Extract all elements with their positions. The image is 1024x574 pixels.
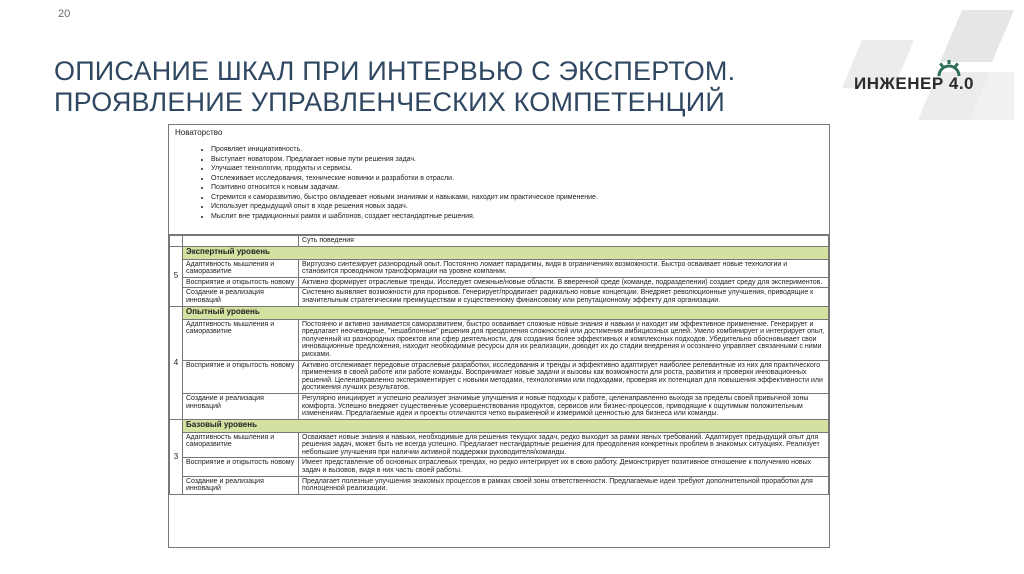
behavior-cell: Осваивает новые знания и навыки, необходимые для решения текущих задач, редко выходит за рамки явных требований. Адаптирует предыдущий опыт для решения задач, может быть не всегда успешно. Предлагает нестандартные решения для преодоления конкретных проблем в знакомых ситуациях. Реализует небольшие улучшения при наличии активной поддержки руководителя/команды. xyxy=(299,432,829,458)
level-header-row xyxy=(170,419,829,432)
table-row xyxy=(170,259,829,277)
table-row xyxy=(170,432,829,458)
competency-cell: Восприятие и открытость новому xyxy=(183,458,299,476)
level-name: Опытный уровень xyxy=(183,306,829,319)
behavior-cell: Активно формирует отраслевые тренды. Исследует смежные/новые области. В вверенной среде (команде, подразделении) создает среду для экспериментов. xyxy=(299,277,829,288)
table-row xyxy=(170,476,829,494)
gear-icon xyxy=(935,58,963,78)
slide-title-line-2: ПРОЯВЛЕНИЕ УПРАВЛЕНЧЕСКИХ КОМПЕТЕНЦИЙ xyxy=(54,87,725,117)
level-name: Базовый уровень xyxy=(183,419,829,432)
table-row xyxy=(170,277,829,288)
competency-intro xyxy=(169,125,829,235)
table-row xyxy=(170,393,829,419)
indicator-item: • Мыслит вне традиционных рамок и шаблонов, создает нестандартные решения. xyxy=(211,212,823,222)
levels-table xyxy=(169,235,829,495)
behavior-cell: Постоянно и активно занимается саморазвитием, быстро осваивает сложные новые знания и навыки и находит им эффективное применение. Генерирует и предлагает неочевидные, "нешаблонные" решения для преодоления сложностей или достижения амбициозных целей. Умело комбинирует и интегрирует опыт, полученный из разнородных проектов или сфер деятельности, для создания более эффективных и комплексных подходов. Убедительно обосновывает свои инновационные предложения, находит необходимые ресурсы для их реализации, доводит их до стадии внедрения и осознанно управляет связанными с ними рисками. xyxy=(299,319,829,360)
level-number: 5 xyxy=(170,246,183,306)
table-row xyxy=(170,288,829,306)
competency-cell: Адаптивность мышления и саморазвитие xyxy=(183,259,299,277)
logo-text: ИНЖЕНЕР 4.0 xyxy=(854,74,975,93)
competency-cell: Адаптивность мышления и саморазвитие xyxy=(183,432,299,458)
competency-title: Новаторство xyxy=(175,128,223,137)
slide-title-line-1: ОПИСАНИЕ ШКАЛ ПРИ ИНТЕРВЬЮ С ЭКСПЕРТОМ. xyxy=(54,56,736,86)
behavior-cell: Имеет представление об основных отраслевых трендах, но редко интегрирует их в свою работу. Демонстрирует позитивное отношение к получению новых задач и вызовов, видя в них часть своей работы. xyxy=(299,458,829,476)
table-header-row xyxy=(170,236,829,247)
behavior-cell: Системно выявляет возможности для прорывов. Генерирует/продвигает радикально новые концепции. Внедряет революционные улучшения, приводящие к значительным стратегическим преимуществам и существенному финансовому или репутационному эффекту для организации. xyxy=(299,288,829,306)
level-number: 3 xyxy=(170,419,183,494)
indicator-item: • Стремится к саморазвитию, быстро овладевает новыми знаниями и навыками, находит им практическое применение. xyxy=(211,193,823,203)
table-row xyxy=(170,360,829,393)
competency-cell: Восприятие и открытость новому xyxy=(183,277,299,288)
indicator-item: • Проявляет инициативность. xyxy=(211,145,823,155)
level-number: 4 xyxy=(170,306,183,419)
indicator-item: • Позитивно относится к новым задачам. xyxy=(211,183,823,193)
level-header-row xyxy=(170,306,829,319)
header-blank-cell xyxy=(183,236,299,247)
competency-cell: Создание и реализация инноваций xyxy=(183,288,299,306)
indicator-list xyxy=(175,145,823,221)
behavior-cell: Активно отслеживает передовые отраслевые разработки, исследования и тренды и эффективно адаптирует наиболее релевантные из них для практического применения в своей работе или работе команды. Воспринимает новые задачи и вызовы как возможности для роста, развития и проверки инновационных решений. Целенаправленно экспериментирует с новыми методами, технологиями или подходами, проверяя их потенциал для повышения эффективности или достижения лучших результатов. xyxy=(299,360,829,393)
level-header-row xyxy=(170,246,829,259)
logo-stripes xyxy=(842,10,1014,120)
header-blank-cell xyxy=(170,236,183,247)
behavior-cell: Виртуозно синтезирует разнородный опыт. Постоянно ломает парадигмы, видя в ограничениях возможности. Быстро осваивает новые технологии и становится проводником трансформации на уровне компании. xyxy=(299,259,829,277)
table-row xyxy=(170,458,829,476)
competency-cell: Восприятие и открытость новому xyxy=(183,360,299,393)
slide-title xyxy=(54,56,774,118)
behavior-header: Суть поведения xyxy=(299,236,829,247)
indicator-item: • Улучшает технологии, продукты и сервисы. xyxy=(211,164,823,174)
competency-cell: Адаптивность мышления и саморазвитие xyxy=(183,319,299,360)
level-name: Экспертный уровень xyxy=(183,246,829,259)
competency-cell: Создание и реализация инноваций xyxy=(183,393,299,419)
indicator-item: • Отслеживает исследования, технические новинки и разработки в отрасли. xyxy=(211,174,823,184)
page-number: 20 xyxy=(58,8,71,20)
indicator-item: • Выступает новатором. Предлагает новые пути решения задач. xyxy=(211,155,823,165)
competency-cell: Создание и реализация инноваций xyxy=(183,476,299,494)
behavior-cell: Предлагает полезные улучшения знакомых процессов в рамках своей зоны ответственности. Предлагаемые идеи требуют дополнительной проработки для полноценной реализации. xyxy=(299,476,829,494)
competency-document xyxy=(168,124,830,548)
behavior-cell: Регулярно инициирует и успешно реализует значимые улучшения и новые подходы к работе, целенаправленно выходя за пределы своей привычной зоны комфорта. Успешно внедряет существенные усовершенствования продуктов, сервисов или бизнес-процессов, приводящие к ощутимым положительным изменениям. Предлагаемые идеи и проекты отличаются четко выраженной и измеримой ценностью для бизнеса или команды. xyxy=(299,393,829,419)
table-row xyxy=(170,319,829,360)
indicator-item: • Использует предыдущий опыт в ходе решения новых задач. xyxy=(211,202,823,212)
